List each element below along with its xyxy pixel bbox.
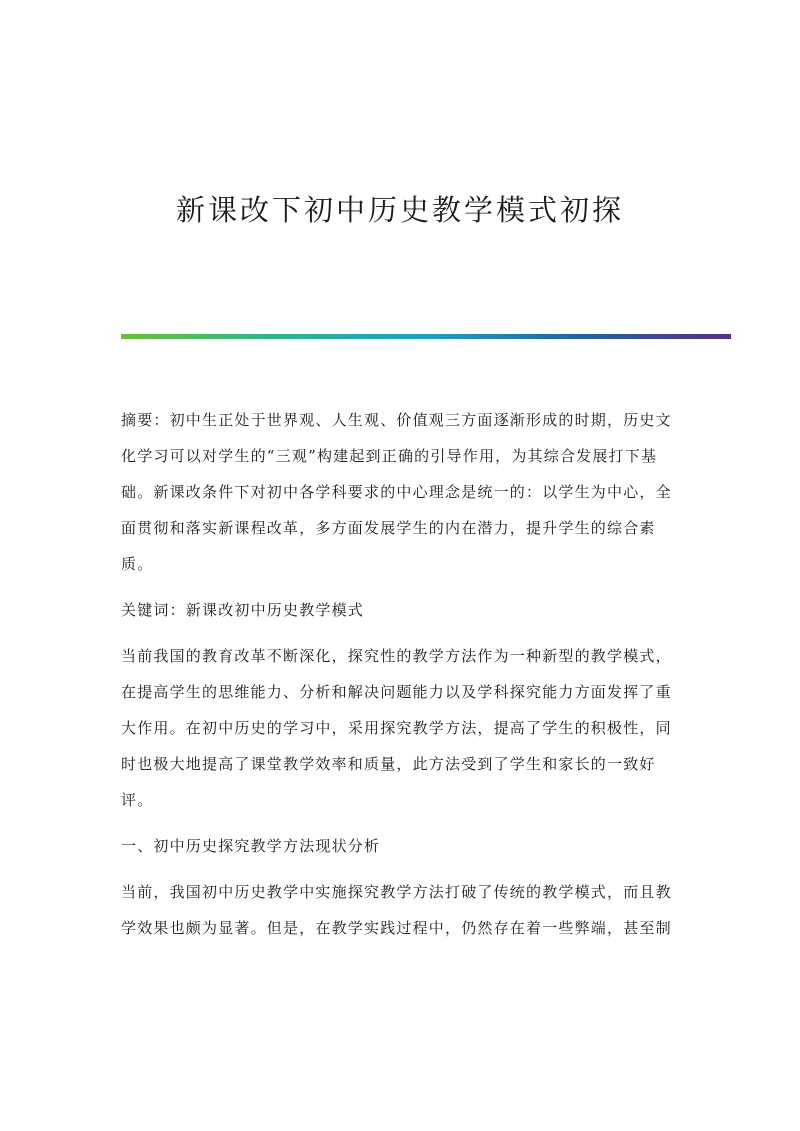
section1-paragraph xyxy=(121,874,671,946)
keywords-paragraph xyxy=(121,592,671,628)
text-line: 摘要：初中生正处于世界观、人生观、价值观三方面逐渐形成的时期，历史文 xyxy=(121,411,672,429)
intro-paragraph xyxy=(121,638,671,818)
text-line: 在提高学生的思维能力、分析和解决问题能力以及学科探究能力方面发挥了重 xyxy=(121,683,672,701)
text-line: 学效果也颇为显著。但是，在教学实践过程中，仍然存在着一些弊端，甚至制 xyxy=(121,919,672,937)
text-line: 础。新课改条件下对初中各学科要求的中心理念是统一的：以学生为中心，全 xyxy=(121,483,672,501)
document-title: 新课改下初中历史教学模式初探 xyxy=(175,193,624,227)
document-body xyxy=(121,402,671,956)
text-line: 关键词：新课改初中历史教学模式 xyxy=(121,601,365,619)
section1-heading xyxy=(121,828,671,864)
text-line: 当前我国的教育改革不断深化，探究性的教学方法作为一种新型的教学模式， xyxy=(121,647,672,665)
text-line: 化学习可以对学生的“三观”构建起到正确的引导作用，为其综合发展打下基 xyxy=(121,447,658,465)
title-divider xyxy=(121,334,731,339)
text-line: 评。 xyxy=(121,791,154,809)
section-heading-line: 一、初中历史探究教学方法现状分析 xyxy=(121,837,381,855)
abstract-paragraph xyxy=(121,402,671,582)
text-line: 质。 xyxy=(121,555,154,573)
text-line: 时也极大地提高了课堂教学效率和质量，此方法受到了学生和家长的一致好 xyxy=(121,755,656,773)
text-line: 当前，我国初中历史教学中实施探究教学方法打破了传统的教学模式，而且教 xyxy=(121,883,672,901)
text-line: 面贯彻和落实新课程改革，多方面发展学生的内在潜力，提升学生的综合素 xyxy=(121,519,656,537)
text-line: 大作用。在初中历史的学习中，采用探究教学方法，提高了学生的积极性，同 xyxy=(121,719,672,737)
